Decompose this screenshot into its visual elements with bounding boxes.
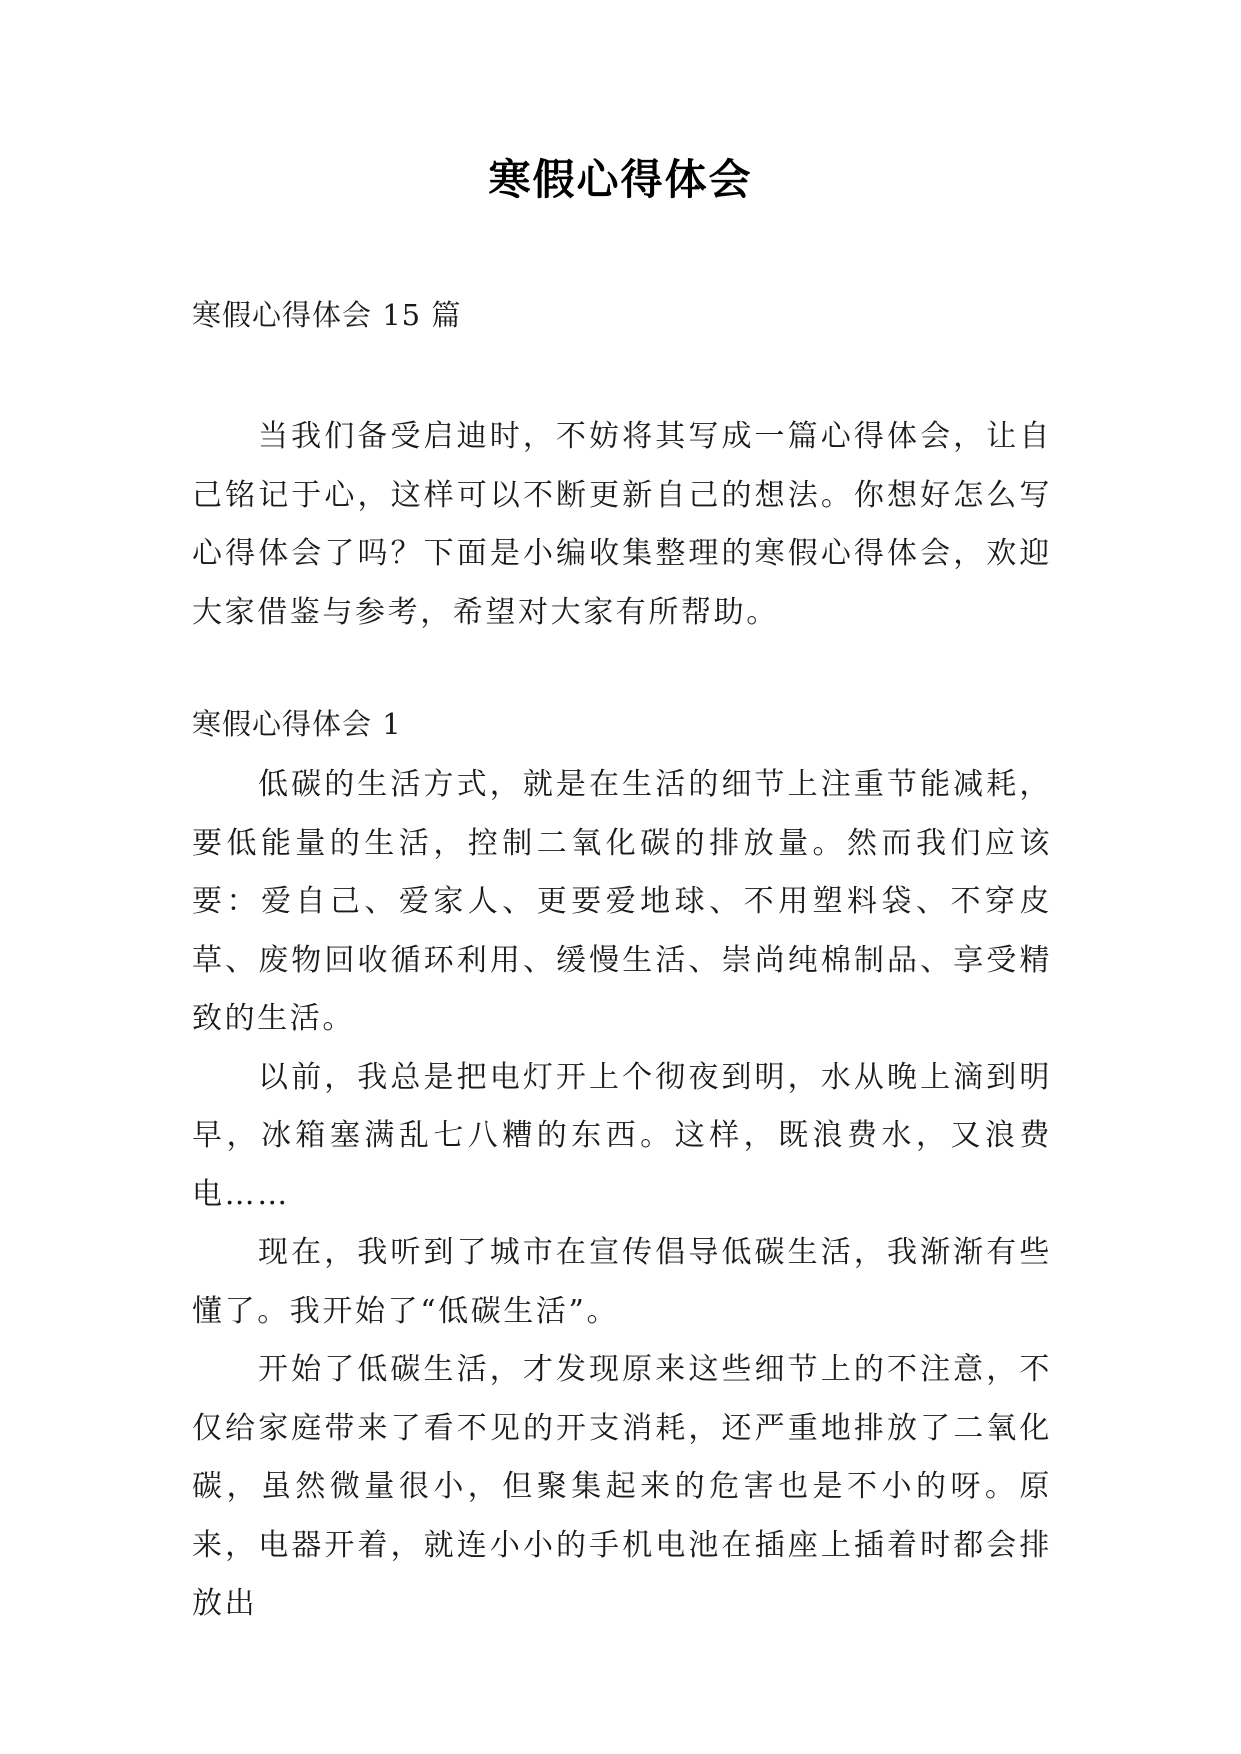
document-title: 寒假心得体会 [488, 155, 753, 204]
document-subtitle: 寒假心得体会 15 篇 [192, 298, 462, 332]
section-body [192, 756, 1052, 1634]
intro-paragraph: 当我们备受启迪时，不妨将其写成一篇心得体会，让自己铭记于心，这样可以不断更新自己的想法。你想好怎么写心得体会了吗？下面是小编收集整理的寒假心得体会，欢迎大家借鉴与参考，希望对大家有所帮助。 [192, 419, 1052, 630]
body-paragraph: 低碳的生活方式，就是在生活的细节上注重节能减耗，要低能量的生活，控制二氧化碳的排放量。然而我们应该要：爱自己、爱家人、更要爱地球、不用塑料袋、不穿皮草、废物回收循环利用、缓慢生活、崇尚纯棉制品、享受精致的生活。 [192, 767, 1052, 1036]
section-heading: 寒假心得体会 1 [192, 707, 402, 741]
body-paragraph: 现在，我听到了城市在宣传倡导低碳生活，我渐渐有些懂了。我开始了“低碳生活”。 [192, 1235, 1052, 1329]
body-paragraph: 以前，我总是把电灯开上个彻夜到明，水从晚上滴到明早，冰箱塞满乱七八糟的东西。这样，既浪费水，又浪费电…… [192, 1059, 1052, 1212]
body-paragraph: 开始了低碳生活，才发现原来这些细节上的不注意，不仅给家庭带来了看不见的开支消耗，还严重地排放了二氧化碳，虽然微量很小，但聚集起来的危害也是不小的呀。原来，电器开着，就连小小的手机电池在插座上插着时都会排放出 [192, 1352, 1052, 1621]
